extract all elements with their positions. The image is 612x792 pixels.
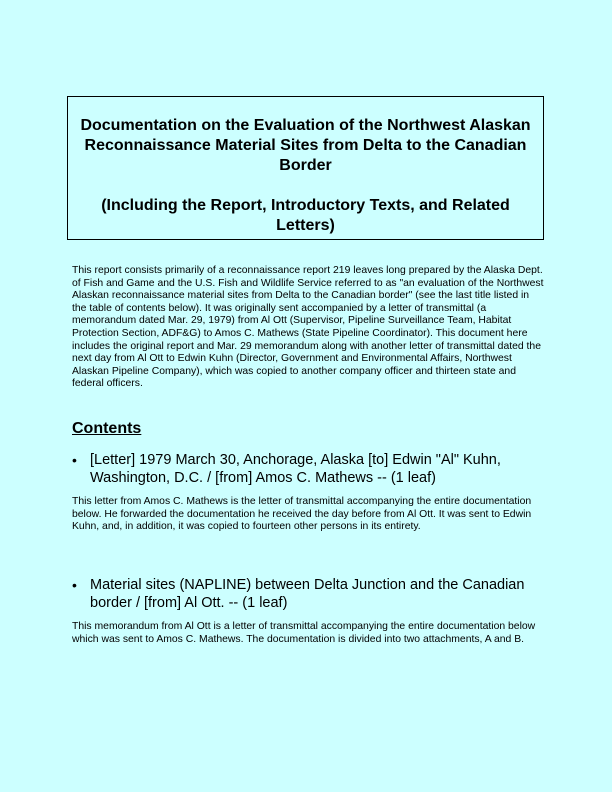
contents-entry-letter — [72, 451, 544, 534]
title-box — [67, 96, 544, 240]
entry-title-line — [72, 451, 544, 487]
entry-description: This memorandum from Al Ott is a letter of transmittal accompanying the entire documentation below which was sent to Amos C. Mathews. The documentation is divided into two attachments, A and B. — [72, 621, 536, 645]
entry-title: Material sites (NAPLINE) between Delta Junction and the Canadian border / [from] Al Ott. -- (1 leaf) — [90, 577, 525, 611]
bullet-icon: • — [72, 452, 77, 468]
contents-entry-material-sites — [72, 576, 544, 646]
document-subtitle: (Including the Report, Introductory Texts, and Related Letters) — [101, 197, 510, 234]
entry-description: This letter from Amos C. Mathews is the letter of transmittal accompanying the entire documentation below. He forwarded the documentation he received the day before from Al Ott. It was sent to Edwin Kuhn, and, in addition, it was copied to fourteen other persons in its entirety. — [72, 496, 532, 533]
document-title: Documentation on the Evaluation of the Northwest Alaskan Reconnaissance Material Sites from Delta to the Canadian Border — [80, 117, 531, 174]
entry-title: [Letter] 1979 March 30, Anchorage, Alaska [to] Edwin "Al" Kuhn, Washington, D.C. / [from] Amos C. Mathews -- (1 leaf) — [90, 452, 501, 486]
entry-title-line — [72, 576, 544, 612]
intro-paragraph: This report consists primarily of a reconnaissance report 219 leaves long prepared by the Alaska Dept. of Fish and Game and the U.S. Fish and Wildlife Service referred to as "an evaluation of the Northwest Alaskan reconnaissance material sites from Delta to the Canadian border" (see the last title listed in the table of contents below). It was originally sent accompanied by a letter of transmittal (a memorandum dated Mar. 29, 1979) from Al Ott (Supervisor, Pipeline Surveillance Team, Habitat Protection Section, ADF&G) to Amos C. Mathews (State Pipeline Coordinator). This document here includes the original report and Mar. 29 memorandum along with another letter of transmittal dated the next day from Al Ott to Edwin Kuhn (Director, Government and Environmental Affairs, Northwest Alaskan Pipeline Company), which was copied to another company officer and thirteen state and federal officers. — [72, 265, 544, 390]
contents-heading: Contents — [72, 420, 142, 437]
bullet-icon: • — [72, 577, 77, 593]
